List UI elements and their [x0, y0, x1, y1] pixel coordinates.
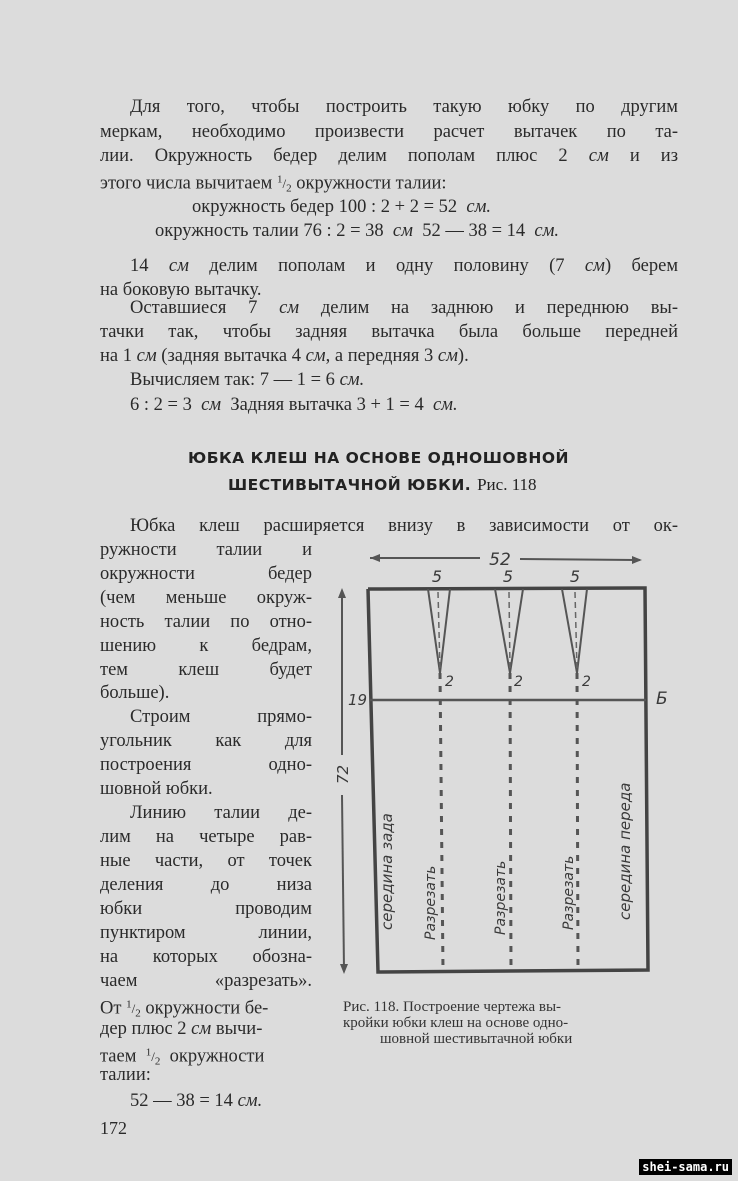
dart-width-label: 5 [569, 567, 581, 586]
cut-label: Разрезать [423, 865, 439, 940]
arrowhead-left-icon [370, 554, 380, 562]
col-line [100, 1018, 262, 1040]
front-center-label: середина переда [616, 782, 634, 920]
text: делим пополам и одну половину (7 [209, 256, 565, 276]
fraction-half: $^1/_2$ [126, 999, 141, 1020]
arrowhead-down-icon [340, 964, 348, 974]
figure-reference: Рис. 118 [477, 475, 537, 494]
width-label: 52 [489, 550, 511, 570]
col-line [100, 635, 312, 657]
text: на которых обозна- [100, 947, 312, 967]
text: 52 — 38 = 14 [130, 1091, 233, 1111]
fraction-half: $^1/_2$ [276, 174, 292, 195]
text: От [100, 998, 122, 1019]
text: ) берем [604, 256, 679, 276]
dart-depth-label: 2 [514, 674, 523, 690]
calc-line1 [130, 369, 364, 391]
unit: см [201, 395, 222, 415]
unit: см [136, 346, 157, 366]
cut-label: Разрезать [493, 860, 509, 935]
text: Оставшиеся 7 [130, 298, 258, 318]
dart-depth-label: 2 [582, 674, 591, 690]
text: Строим прямо- [130, 707, 312, 727]
text: этого числа вычитаем [100, 173, 273, 194]
fraction-half: $^1/_2$ [145, 1047, 161, 1068]
col-line [100, 778, 213, 800]
denominator: 2 [154, 1055, 161, 1068]
page-number: 172 [100, 1118, 127, 1138]
text: (чем меньше окруж- [100, 588, 312, 608]
col-line [100, 898, 312, 920]
text: окружность бедер 100 : 2 + 2 = 52 [192, 197, 458, 217]
numerator: 1 [145, 1047, 152, 1059]
text: ность талии по отно- [100, 612, 312, 632]
numerator: 1 [126, 999, 132, 1011]
length-label: 72 [334, 764, 352, 784]
text: окружности [169, 1046, 265, 1067]
paragraph2-line1 [130, 255, 678, 277]
text: угольник как для [100, 731, 312, 751]
text: чаем «разрезать». [100, 971, 312, 991]
col-line [100, 850, 312, 872]
calc-line2 [130, 394, 458, 416]
text: 6 : 2 = 3 [130, 395, 192, 415]
col-line [100, 563, 312, 585]
col-line [100, 946, 312, 968]
col-line [100, 826, 312, 848]
body-intro [130, 515, 678, 537]
unit: см [437, 346, 458, 366]
paragraph1-line2 [100, 121, 678, 143]
text: талии: [100, 1065, 151, 1085]
text: пунктиром линии, [100, 923, 312, 943]
length-arrow-bottom [342, 795, 344, 970]
denominator: 2 [286, 182, 292, 195]
dart-depth-label: 2 [445, 674, 454, 690]
dart-2 [495, 589, 523, 673]
paragraph3-line3 [100, 345, 469, 367]
text: дер плюс 2 [100, 1019, 187, 1039]
width-arrow-right [520, 559, 640, 560]
col-line [100, 922, 312, 944]
col-line [100, 659, 312, 681]
watermark: shei-sama.ru [639, 1159, 732, 1175]
text: на 1 [100, 346, 132, 366]
unit: см. [534, 221, 560, 241]
col-line [130, 706, 312, 728]
col-line [100, 682, 169, 704]
dart-width-label: 5 [502, 567, 514, 586]
section-title-line1: ЮБКА КЛЕШ НА ОСНОВЕ ОДНОШОВНОЙ [188, 449, 569, 467]
paragraph1-line1 [130, 96, 678, 118]
unit: см [305, 346, 326, 366]
cut-line-1 [440, 673, 443, 970]
arrowhead-right-icon [632, 556, 642, 564]
col-line [100, 539, 312, 561]
unit: см [279, 298, 300, 318]
text: вычи- [215, 1019, 263, 1039]
text: окружности бедер [100, 564, 312, 584]
unit: см. [339, 370, 365, 390]
numerator: 1 [276, 174, 283, 186]
text: ШЕСТИВЫТАЧНОЙ ЮБКИ. [228, 476, 472, 494]
text: Юбка клеш расширяется внизу в зависимости от ок- [130, 516, 678, 536]
arrowhead-up-icon [338, 588, 346, 598]
text: тачки так, чтобы задняя вытачка была больше передней [100, 322, 678, 342]
text: больше). [100, 683, 170, 703]
unit: см [168, 256, 189, 276]
unit: см [588, 146, 609, 166]
cut-line-3 [577, 673, 578, 970]
text: меркам, необходимо произвести расчет вытачек по та- [100, 122, 678, 142]
text: Линию талии де- [130, 803, 312, 823]
figure-caption-line3: шовной шестивытачной юбки [380, 1031, 573, 1047]
formula-hips [192, 196, 491, 218]
skirt-pattern-diagram [330, 540, 720, 980]
col-line [100, 1064, 151, 1086]
text: Задняя вытачка 3 + 1 = 4 [230, 395, 424, 415]
text: 14 [130, 256, 149, 276]
paragraph3-line1 [130, 297, 678, 319]
text: Вычисляем так: 7 — 1 = 6 [130, 370, 335, 390]
dart-center-2 [509, 592, 510, 670]
cut-line-2 [510, 673, 511, 970]
text: 52 — 38 = 14 [422, 221, 526, 241]
col-line [100, 874, 312, 896]
final-formula [130, 1090, 262, 1112]
text: Для того, чтобы построить такую юбку по другим [130, 97, 678, 117]
dart-1 [428, 589, 450, 673]
dart-3 [562, 589, 587, 673]
paragraph1-line3 [100, 145, 678, 167]
hip-depth-label: 19 [348, 691, 368, 709]
text: шению к бедрам, [100, 636, 312, 656]
paragraph3-line2 [100, 321, 678, 343]
text: лим на четыре рав- [100, 827, 312, 847]
text: юбки проводим [100, 899, 312, 919]
text: , а передняя 3 [325, 346, 434, 366]
text: окружности талии: [296, 173, 447, 194]
unit: см [584, 256, 605, 276]
unit: см. [237, 1091, 263, 1111]
col-line [100, 611, 312, 633]
text: делим на заднюю и переднюю вы- [320, 298, 679, 318]
figure-caption-line2: кройки юбки клеш на основе одно- [343, 1015, 569, 1031]
text: таем [100, 1046, 137, 1067]
text: тем клеш будет [100, 660, 312, 680]
text: лии. Окружность бедер делим пополам плюс 2 [100, 146, 568, 166]
col-line [130, 802, 312, 824]
formula-waist [155, 220, 559, 242]
col-line [100, 587, 312, 609]
text: на боковую вытачку. [100, 280, 262, 300]
unit: см [191, 1019, 212, 1039]
col-line [100, 754, 312, 776]
section-title-line2 [228, 475, 537, 495]
text: и из [629, 146, 679, 166]
unit: см. [466, 197, 492, 217]
cut-label: Разрезать [561, 855, 577, 930]
text: ружности талии и [100, 540, 312, 560]
unit: см. [432, 395, 458, 415]
text: ные части, от точек [100, 851, 312, 871]
text: окружности бе- [145, 998, 269, 1019]
col-line [100, 970, 312, 992]
text: деления до низа [100, 875, 312, 895]
col-line [100, 730, 312, 752]
text: (задняя вытачка 4 [161, 346, 301, 366]
dart-width-label: 5 [431, 567, 443, 586]
back-center-label: середина зада [378, 813, 396, 930]
text: шовной юбки. [100, 779, 213, 799]
denominator: 2 [135, 1007, 141, 1020]
figure-caption-line1: Рис. 118. Построение чертежа вы- [343, 999, 562, 1015]
text: окружность талии 76 : 2 = 38 [155, 221, 384, 241]
text: построения одно- [100, 755, 312, 775]
unit: см [392, 221, 413, 241]
text: ). [457, 346, 469, 366]
hip-point-label: Б [656, 689, 668, 709]
